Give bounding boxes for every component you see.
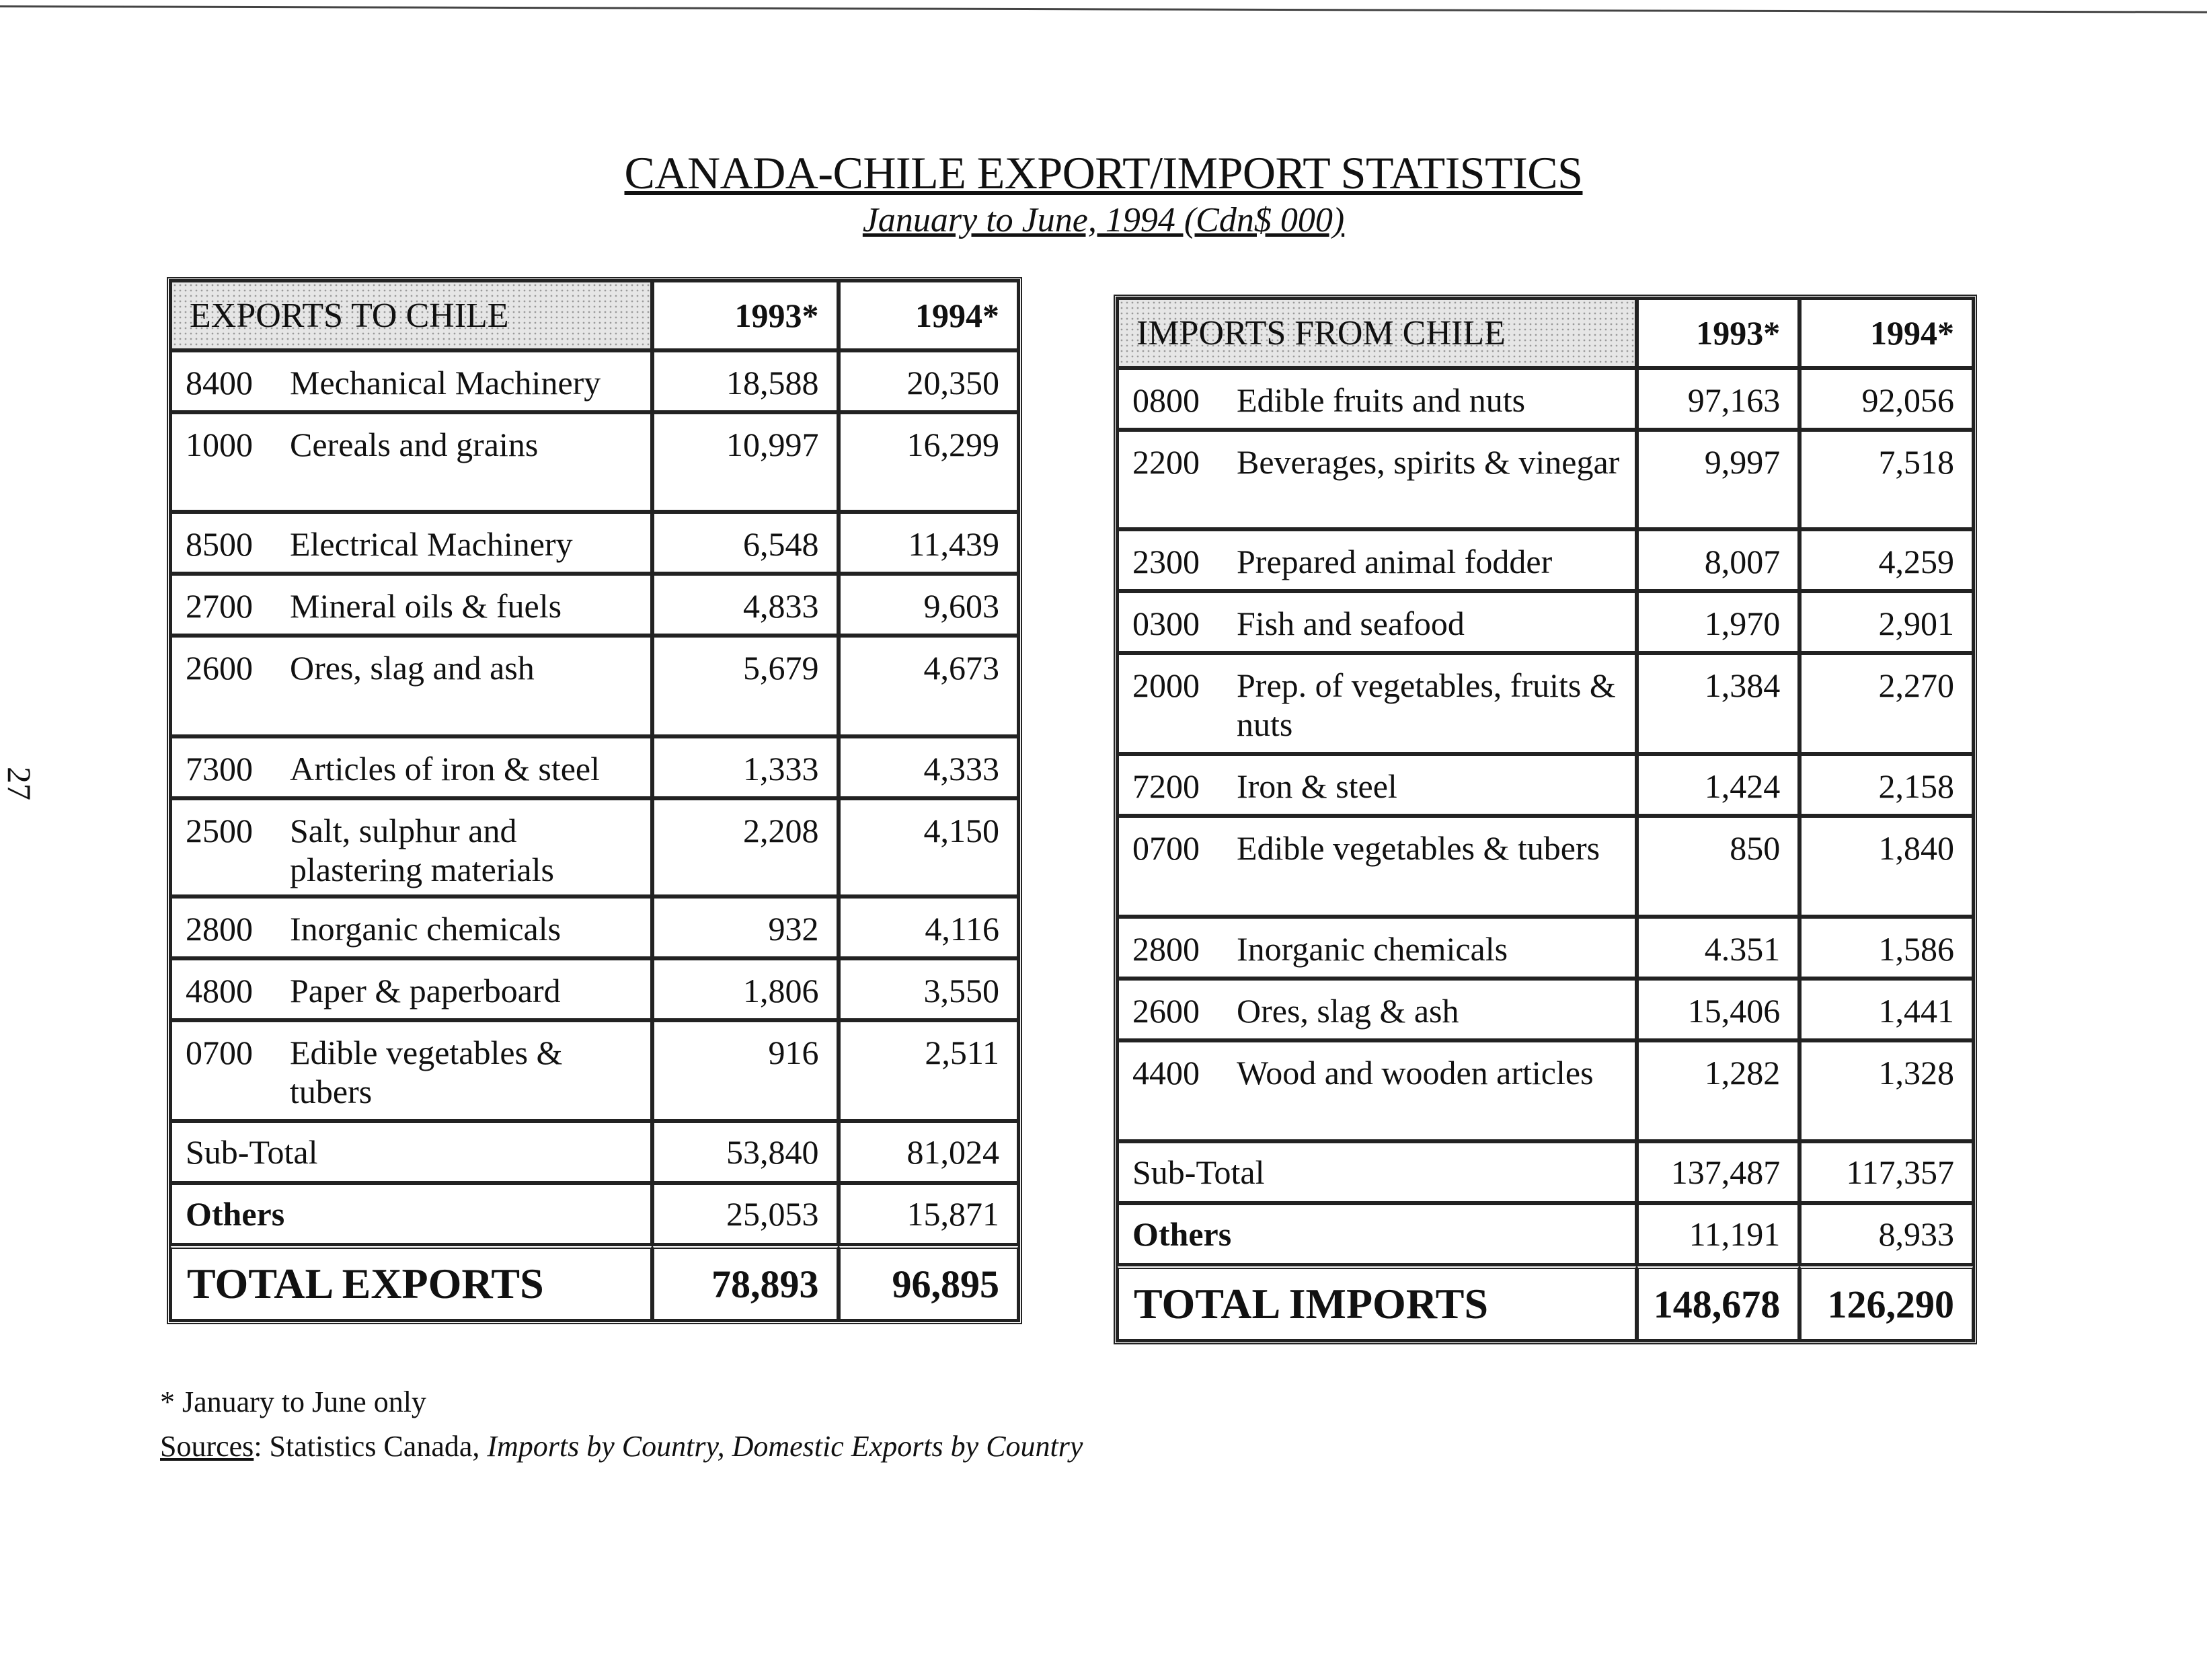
imports-row-label [1119,767,1635,806]
exports-row [170,512,1019,574]
exports-row-label-cell [170,1020,652,1121]
imports-row-1993: 4.351 [1637,917,1799,979]
sources-label: Sources [160,1430,254,1463]
exports-row-1994: 2,511 [839,1020,1019,1121]
imports-row-1993: 1,970 [1637,591,1799,653]
exports-subtotal-1994: 81,024 [839,1121,1019,1183]
imports-others-1994: 8,933 [1799,1203,1974,1265]
exports-row [170,798,1019,896]
exports-row-label [172,749,650,788]
exports-row-1993: 5,679 [652,636,838,736]
imports-row-label [1119,991,1635,1030]
imports-row-1994: 92,056 [1799,368,1974,430]
exports-row-1994: 4,116 [839,896,1019,958]
exports-total-label: TOTAL EXPORTS [170,1245,652,1321]
exports-row-code: 4800 [186,972,253,1009]
imports-row-1994: 1,328 [1799,1040,1974,1141]
imports-total-1993: 148,678 [1637,1265,1799,1341]
imports-table [1114,295,1977,1344]
imports-row-code: 0300 [1132,605,1200,642]
exports-row-code: 2600 [186,649,253,687]
exports-row-code: 8400 [186,364,253,402]
exports-total-1993: 78,893 [652,1245,838,1321]
imports-row-label-cell [1117,754,1637,816]
imports-header-label: IMPORTS FROM CHILE [1117,298,1637,368]
sources-publications: Imports by Country, Domestic Exports by Country [487,1430,1083,1463]
exports-row-label [172,586,650,625]
imports-row-1994: 4,259 [1799,529,1974,591]
imports-row-label-cell [1117,1040,1637,1141]
top-rule [0,5,2207,13]
imports-row-1994: 1,441 [1799,979,1974,1040]
imports-row-code: 4400 [1132,1054,1200,1092]
exports-row-code: 7300 [186,750,253,788]
imports-row-description: Prep. of vegetables, fruits & nuts [1237,666,1616,743]
exports-row-1994: 9,603 [839,574,1019,636]
imports-row-code: 7200 [1132,767,1200,805]
exports-row-description: Paper & paperboard [290,972,561,1009]
imports-row-label-cell [1117,917,1637,979]
exports-row-code: 1000 [186,426,253,463]
imports-row-description: Prepared animal fodder [1237,543,1553,580]
exports-row-code: 8500 [186,525,253,563]
footnotes [160,1380,1083,1469]
exports-row-label-cell [170,512,652,574]
exports-row-1993: 932 [652,896,838,958]
imports-row-1993: 9,997 [1637,430,1799,529]
imports-row-label-cell [1117,529,1637,591]
imports-row-1993: 1,424 [1637,754,1799,816]
imports-others-1993: 11,191 [1637,1203,1799,1265]
imports-row-label [1119,542,1635,581]
exports-row-label-cell [170,896,652,958]
exports-row-label-cell [170,736,652,798]
exports-subtotal-row [170,1121,1019,1183]
imports-row-code: 0800 [1132,381,1200,419]
imports-row [1117,591,1974,653]
exports-row [170,736,1019,798]
exports-total-row [170,1245,1019,1321]
exports-row-1994: 20,350 [839,350,1019,412]
exports-row-1993: 916 [652,1020,838,1121]
exports-row-label-cell [170,958,652,1020]
imports-row [1117,529,1974,591]
sources-line [160,1424,1083,1469]
imports-row-description: Ores, slag & ash [1237,992,1459,1030]
exports-header-label: EXPORTS TO CHILE [170,280,652,350]
exports-row-label [172,425,650,464]
exports-row-label [172,648,650,687]
exports-row-description: Salt, sulphur and plastering materials [290,812,554,888]
exports-row-label-cell [170,636,652,736]
exports-subtotal-label: Sub-Total [170,1121,652,1183]
imports-subtotal-1994: 117,357 [1799,1141,1974,1203]
imports-row-1993: 1,282 [1637,1040,1799,1141]
exports-row [170,412,1019,512]
exports-row-1994: 4,150 [839,798,1019,896]
imports-row-1994: 2,901 [1799,591,1974,653]
exports-total-1994: 96,895 [839,1245,1019,1321]
exports-row [170,636,1019,736]
imports-row-code: 2300 [1132,543,1200,580]
imports-subtotal-1993: 137,487 [1637,1141,1799,1203]
imports-row-1994: 2,158 [1799,754,1974,816]
exports-row-label-cell [170,350,652,412]
imports-row-description: Beverages, spirits & vinegar [1237,443,1620,481]
exports-row-1993: 6,548 [652,512,838,574]
imports-others-label: Others [1117,1203,1637,1265]
exports-row-1994: 4,333 [839,736,1019,798]
imports-total-row [1117,1265,1974,1341]
imports-row [1117,430,1974,529]
imports-row [1117,754,1974,816]
imports-row-label [1119,604,1635,643]
exports-others-label: Others [170,1183,652,1245]
exports-row-code: 2700 [186,587,253,625]
imports-header-1994: 1994* [1799,298,1974,368]
footnote-january-june: * January to June only [160,1385,426,1418]
imports-row-label [1119,1053,1635,1092]
imports-row-code: 2600 [1132,992,1200,1030]
exports-others-1994: 15,871 [839,1183,1019,1245]
exports-row-1994: 16,299 [839,412,1019,512]
exports-row-1993: 10,997 [652,412,838,512]
imports-row-1993: 850 [1637,816,1799,917]
exports-row-label [172,1033,650,1111]
imports-row-1993: 8,007 [1637,529,1799,591]
imports-row [1117,653,1974,754]
imports-row [1117,816,1974,917]
exports-header-1993: 1993* [652,280,838,350]
exports-subtotal-1993: 53,840 [652,1121,838,1183]
exports-row-description: Articles of iron & steel [290,750,600,788]
imports-row-1994: 1,840 [1799,816,1974,917]
exports-row-1994: 11,439 [839,512,1019,574]
imports-row-description: Edible fruits and nuts [1237,381,1526,419]
exports-row-description: Inorganic chemicals [290,910,562,948]
exports-row [170,350,1019,412]
page-number: 27 [1,767,38,800]
imports-row-label [1119,666,1635,744]
imports-row-label [1119,443,1635,482]
imports-total-label: TOTAL IMPORTS [1117,1265,1637,1341]
exports-row-label-cell [170,412,652,512]
imports-row-label-cell [1117,430,1637,529]
exports-row-description: Mineral oils & fuels [290,587,562,625]
imports-others-row [1117,1203,1974,1265]
exports-row-1993: 18,588 [652,350,838,412]
imports-header-1993: 1993* [1637,298,1799,368]
exports-row [170,958,1019,1020]
imports-row [1117,368,1974,430]
imports-row-label-cell [1117,653,1637,754]
exports-row-code: 2800 [186,910,253,948]
imports-row [1117,917,1974,979]
exports-table [167,277,1022,1324]
sources-text: : Statistics Canada, [254,1430,488,1463]
imports-row-1993: 1,384 [1637,653,1799,754]
exports-row-label [172,363,650,402]
imports-subtotal-label: Sub-Total [1117,1141,1637,1203]
imports-row-label-cell [1117,368,1637,430]
exports-row-label [172,811,650,889]
exports-row-code: 0700 [186,1034,253,1071]
imports-row-label [1119,829,1635,868]
exports-row-1994: 4,673 [839,636,1019,736]
exports-row [170,896,1019,958]
imports-row-1993: 97,163 [1637,368,1799,430]
exports-row-description: Ores, slag and ash [290,649,535,687]
exports-others-row [170,1183,1019,1245]
page-subtitle: January to June, 1994 (Cdn$ 000) [862,201,1345,239]
imports-row-code: 2200 [1132,443,1200,481]
exports-row-description: Electrical Machinery [290,525,573,563]
imports-row-description: Wood and wooden articles [1237,1054,1594,1092]
imports-subtotal-row [1117,1141,1974,1203]
exports-row-label [172,909,650,948]
imports-row-1994: 7,518 [1799,430,1974,529]
exports-row-1993: 2,208 [652,798,838,896]
exports-others-1993: 25,053 [652,1183,838,1245]
imports-row-description: Iron & steel [1237,767,1397,805]
imports-row-label [1119,381,1635,420]
exports-row-description: Edible vegetables & tubers [290,1034,563,1110]
imports-header-row [1117,298,1974,368]
imports-row [1117,1040,1974,1141]
imports-row-code: 2000 [1132,666,1200,704]
exports-header-1994: 1994* [839,280,1019,350]
imports-row-label-cell [1117,816,1637,917]
imports-row-label-cell [1117,591,1637,653]
exports-row-label [172,525,650,564]
exports-row [170,574,1019,636]
exports-row-description: Cereals and grains [290,426,539,463]
exports-row-code: 2500 [186,812,253,849]
page-title: CANADA-CHILE EXPORT/IMPORT STATISTICS [624,147,1583,198]
imports-row-1993: 15,406 [1637,979,1799,1040]
exports-row-label-cell [170,574,652,636]
exports-row-description: Mechanical Machinery [290,364,601,402]
exports-header-row [170,280,1019,350]
imports-row-1994: 2,270 [1799,653,1974,754]
imports-row-description: Fish and seafood [1237,605,1465,642]
exports-row [170,1020,1019,1121]
imports-row-1994: 1,586 [1799,917,1974,979]
imports-row-code: 0700 [1132,829,1200,867]
exports-row-label [172,971,650,1010]
exports-row-1993: 1,333 [652,736,838,798]
exports-row-1993: 4,833 [652,574,838,636]
imports-row-description: Inorganic chemicals [1237,930,1508,968]
exports-row-1994: 3,550 [839,958,1019,1020]
imports-total-1994: 126,290 [1799,1265,1974,1341]
imports-row-code: 2800 [1132,930,1200,968]
exports-row-1993: 1,806 [652,958,838,1020]
imports-row-label [1119,929,1635,968]
imports-row-description: Edible vegetables & tubers [1237,829,1600,867]
imports-row [1117,979,1974,1040]
exports-row-label-cell [170,798,652,896]
imports-row-label-cell [1117,979,1637,1040]
